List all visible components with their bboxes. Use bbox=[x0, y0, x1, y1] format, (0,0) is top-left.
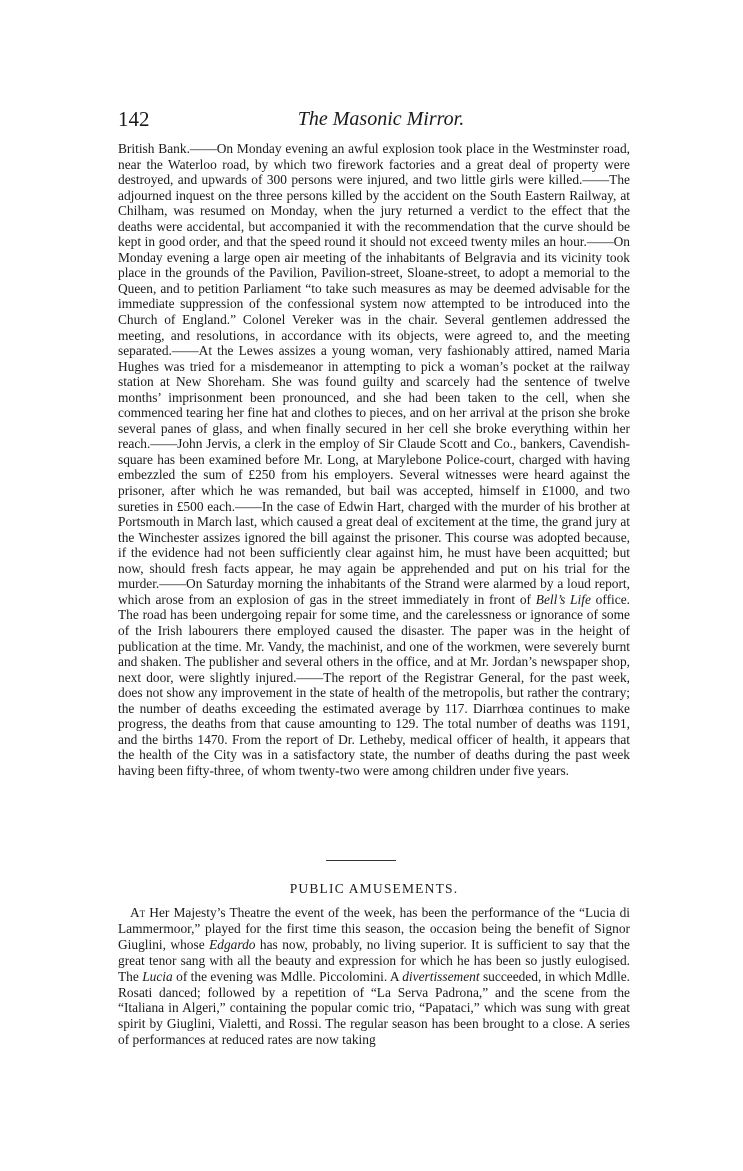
amusements-italic-divertissement: divertissement bbox=[402, 968, 480, 984]
amusements-column bbox=[118, 905, 630, 1048]
page-header bbox=[118, 104, 630, 134]
amusements-paragraph bbox=[118, 905, 630, 1048]
amusements-text-3: of the evening was Mdlle. Piccolomini. A bbox=[172, 968, 403, 984]
section-heading: PUBLIC AMUSEMENTS. bbox=[289, 881, 459, 896]
amusements-text-2: has now, probably, no living superior. It is sufficient to say that the great tenor sang with all the beauty and expression for which he has been so justly eulogised. The bbox=[118, 936, 630, 984]
page-number: 142 bbox=[118, 107, 150, 131]
amusements-italic-lucia: Lucia bbox=[142, 968, 173, 984]
section-divider bbox=[326, 860, 396, 861]
news-column bbox=[118, 141, 630, 778]
amusements-italic-edgardo: Edgardo bbox=[209, 936, 256, 952]
amusements-text-1: Her Majesty’s Theatre the event of the week, has been the performance of the “Lucia di Lammermoor,” played for the first time this season, the occasion being the benefit of Signor Giuglini, whose bbox=[118, 905, 630, 952]
amusements-text-4: succeeded, in which Mdlle. Rosati danced; followed by a repetition of “La Serva Padrona,” and the scene from the “Italiana in Algeri,” containing the popular comic trio, “Papataci,” which was sung with great spirit by Giuglini, Vialetti, and Rossi. The regular season has been brought to a close. A series of performances at reduced rates are now taking bbox=[118, 968, 630, 1048]
news-text: British Bank.——On Monday evening an awful explosion took place in the Westminster road, near the Waterloo road, by which two firework factories and a great deal of property were destroyed, and upwards of 300 persons were injured, and two little girls were killed.——The adjourned inquest on the three persons killed by the accident on the South Eastern Railway, at Chilham, was resumed on Monday, when the jury returned a verdict to the effect that the deaths were accidental, but accompanied it with the recommendation that the curve should be kept in good order, and that the speed round it should not exceed twenty miles an hour.——On Monday evening a large open air meeting of the inhabitants of Belgravia and its vicinity took place in the grounds of the Pavilion, Pavilion-street, Sloane-street, to adopt a memorial to the Queen, and to petition Parliament “to take such measures as may be deemed advisable for the immediate suppression of the confessional system now attempted to be introduced into the Church of England.” Colonel Vereker was in the chair. Several gentlemen addressed the meeting, and resolutions, in accordance with its objects, were agreed to, and the meeting separated.——At the Lewes assizes a young woman, very fashionably attired, named Maria Hughes was tried for a misdemeanor in attempting to pick a woman’s pocket at the railway station at New Shoreham. She was found guilty and scarcely had the sentence of twelve months’ imprisonment been pronounced, and she had been taken to the cell, when she commenced tearing her fine hat and clothes to pieces, and on her arrival at the prison she broke several panes of glass, and when finally secured in her cell she broke everything within her reach.——John Jervis, a clerk in the employ of Sir Claude Scott and Co., bankers, Cavendish-square has been examined before Mr. Long, at Marylebone Police-court, charged with having embezzled the sum of £250 from his employers. Several witnesses were heard against the prisoner, after which he was remanded, but bail was accepted, himself in £1000, and two sureties in £500 each.——In the case of Edwin Hart, charged with the murder of his brother at Portsmouth in March last, which caused a great deal of excitement at the time, the grand jury at the Winchester assizes ignored the bill against the prisoner. This course was adopted because, if the evidence had not been sufficiently clear against him, he must have been acquitted; but now, should fresh facts appear, he may again be apprehended and put on his trial for the murder.——On Saturday morning the inhabitants of the Strand were alarmed by a loud report, which arose from an explosion of gas in the street immediately in front of bbox=[118, 141, 630, 607]
running-title: The Masonic Mirror. bbox=[297, 108, 465, 130]
news-paragraph bbox=[118, 141, 630, 778]
amusements-lead: At bbox=[130, 905, 146, 920]
news-italic-bells-life: Bell’s Life bbox=[535, 591, 591, 607]
news-text-tail: office. The road has been undergoing repair for some time, and the carelessness or ignorance of some of the Irish labourers there employed caused the disaster. The paper was in the height of publication at the time. Mr. Vandy, the machinist, and one of the workmen, were severely burnt and shaken. The publisher and several others in the office, and at Mr. Jordan’s newspaper shop, next door, were slightly injured.——The report of the Registrar General, for the past week, does not show any improvement in the state of health of the metropolis, but rather the contrary; the number of deaths exceeding the estimated average by 117. Diarrhœa continues to make progress, the deaths from that cause amounting to 129. The total number of deaths was 1191, and the births 1470. From the report of Dr. Letheby, medical officer of health, it appears that the health of the City was in a satisfactory state, the number of deaths during the past week having been fifty-three, of whom twenty-two were among children under five years. bbox=[118, 591, 630, 778]
